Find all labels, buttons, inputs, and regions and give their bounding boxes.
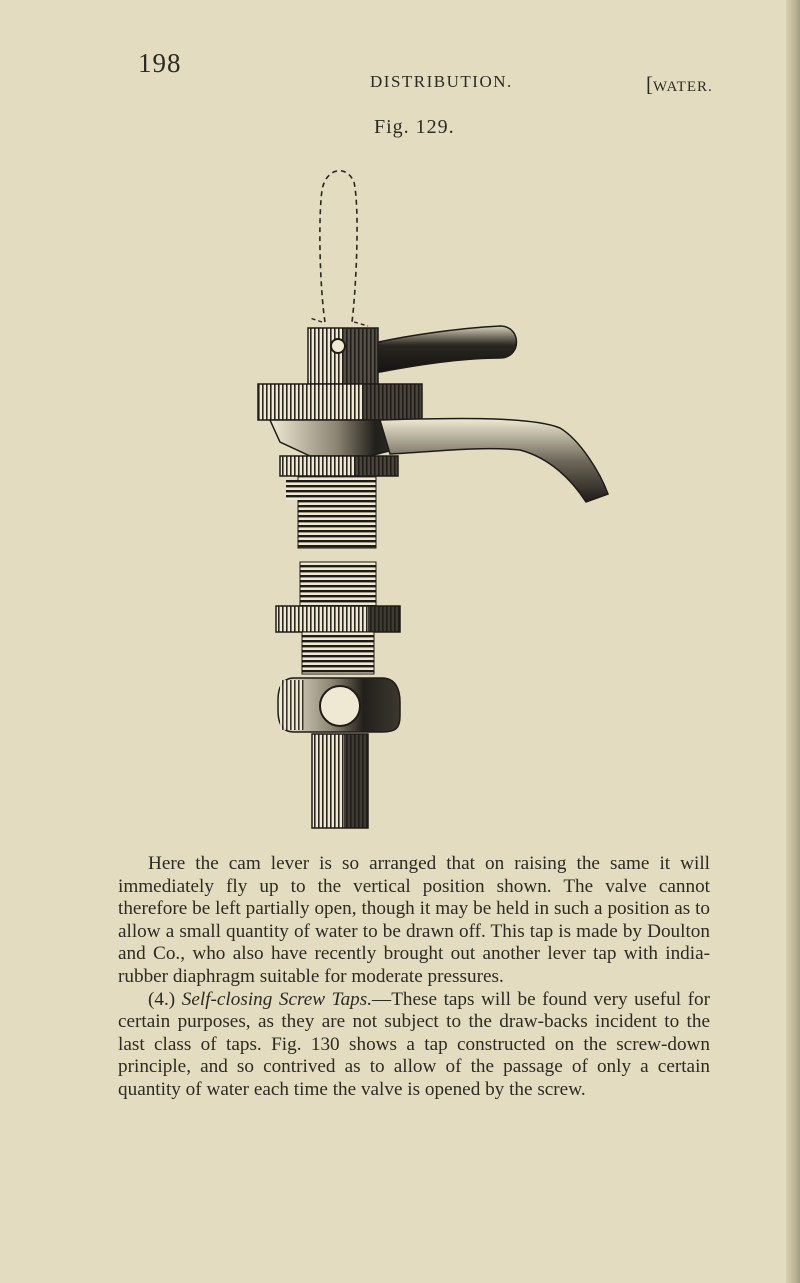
lever-tap-illustration <box>250 150 620 840</box>
cam-pin <box>331 339 345 353</box>
spout <box>380 418 608 502</box>
paragraph-2 <box>118 989 710 1102</box>
raised-lever-outline <box>320 171 357 322</box>
section-tag <box>646 72 713 97</box>
paragraph-1: Here the cam lever is so arranged that on raising the same it will immediately fly up to the vertical position shown. The valve cannot therefore be left partially open, though it may be held in such a position as to allow a small quantity of water to be drawn off. This tap is made by Doulton and Co., who also have recently brought out another lever tap with india-rubber diaphragm suitable for moderate pressures. <box>118 853 710 987</box>
upper-thread <box>298 476 376 548</box>
section-bracket: [ <box>646 72 653 96</box>
page-edge <box>786 0 800 1283</box>
lever-handle <box>362 326 517 374</box>
paragraph-2-heading: Self-closing Screw Taps. <box>181 988 373 1010</box>
paragraph-2-number: (4.) <box>148 988 176 1010</box>
running-head: DISTRIBUTION. <box>370 72 513 91</box>
paragraph-2-text: —These taps will be found very useful for certain purposes, as they are not subject to the draw-backs incident to the last class of taps. Fig. 130 shows a tap constructed on the screw-down principle, and so contrived as to allow of the passage of only a certain quantity of water each time the valve is opened by the screw. <box>118 988 710 1100</box>
section-label: WATER. <box>653 79 713 95</box>
figure-caption: Fig. 129. <box>374 116 455 138</box>
lower-thread <box>300 562 376 606</box>
body-text <box>118 853 710 1102</box>
page-number: 198 <box>138 48 182 78</box>
